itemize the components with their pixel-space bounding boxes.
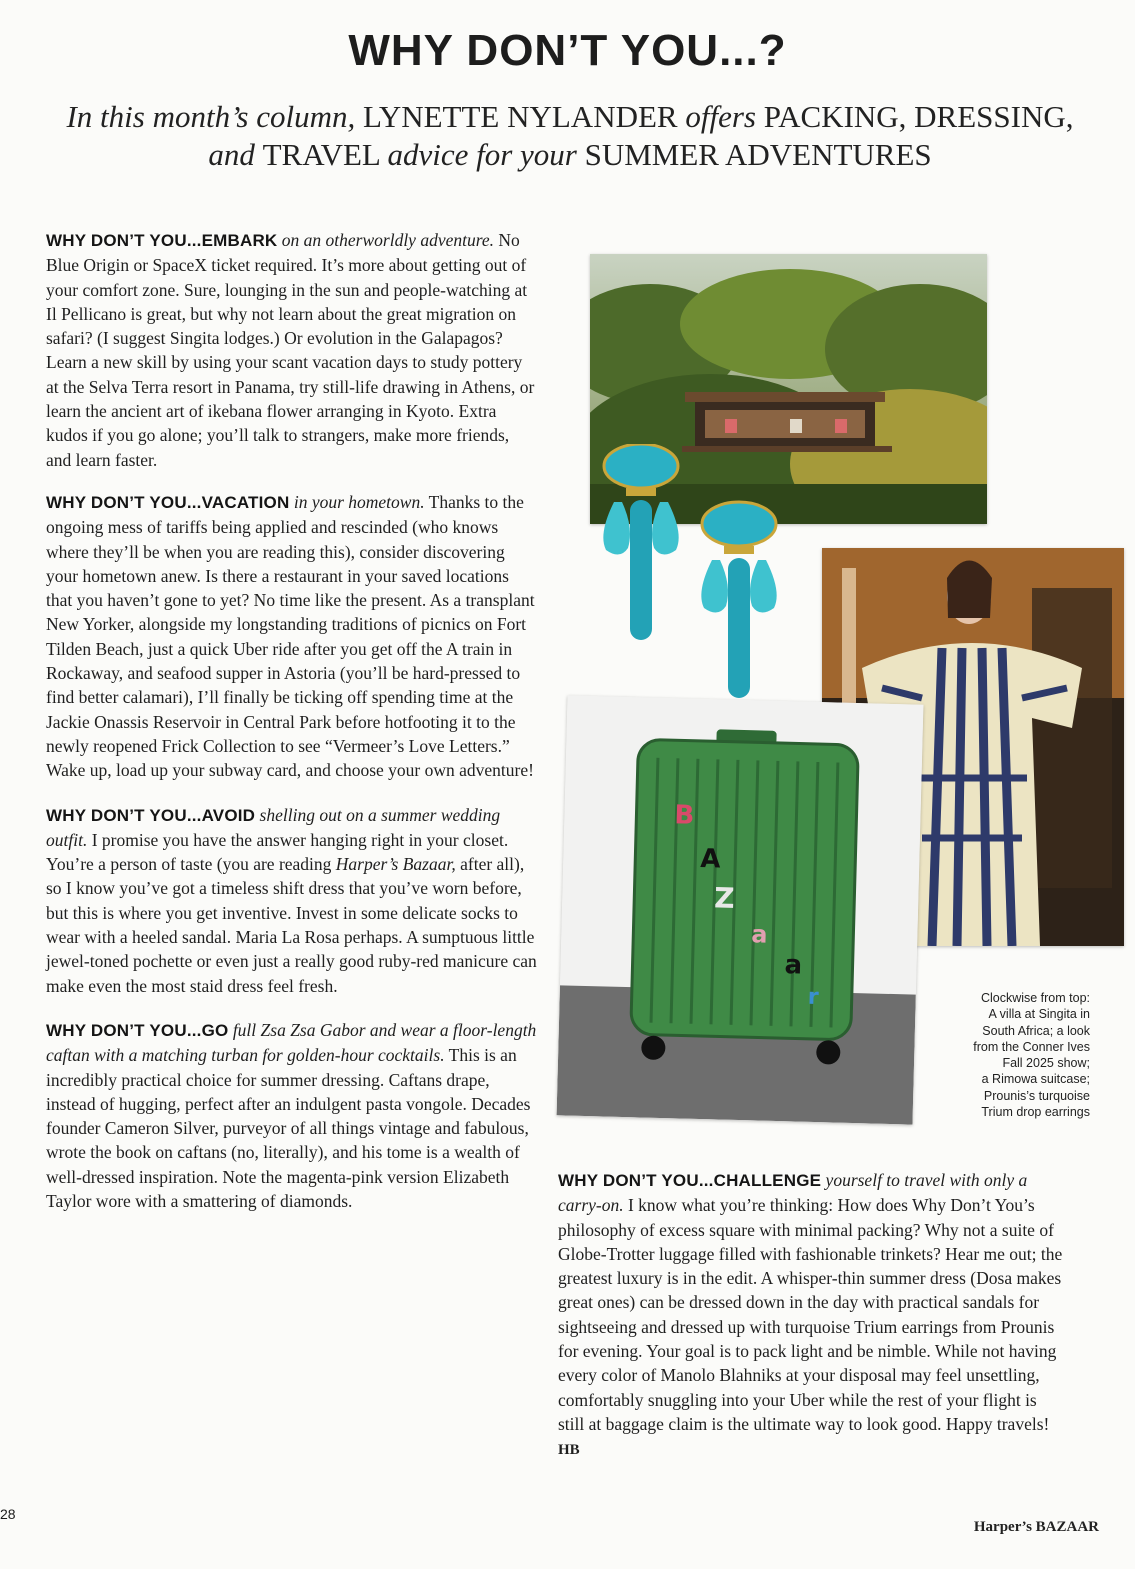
section-italic: on an otherworldly adventure. xyxy=(281,230,495,250)
signoff: HB xyxy=(558,1442,580,1459)
section-go xyxy=(46,1018,538,1213)
section-challenge xyxy=(558,1168,1063,1463)
page-title: WHY DON’T YOU...? xyxy=(348,26,787,75)
deck-run: TRAVEL xyxy=(262,137,388,172)
deck-run: SUMMER ADVENTURES xyxy=(584,137,932,172)
section-body: I know what you’re thinking: How does Why Don’t You’s philosophy of excess square with minimal packing? Why not a suite of Globe-Trotter luggage filled with fashionable trinkets? Hear me out; the greatest luxury is in the edit. A whisper-thin summer dress (Dosa makes great ones) can be dressed down in the day with practical sandals for sightseeing and dressed up with turquoise Trium earrings from Prounis for evening. Your goal is to pack light and be nimble. While not having every color of Manolo Blahniks at your disposal may feel unsettling, comfortably snuggling into your Uber while the rest of your flight is still at baggage claim is the ultimate way to look good. Happy travels! xyxy=(558,1195,1063,1434)
section-lead: WHY DON’T YOU...AVOID xyxy=(46,805,256,825)
caption-line: A villa at Singita in xyxy=(988,1007,1090,1022)
caption-line: a Rimowa suitcase; xyxy=(981,1072,1090,1087)
section-body: No Blue Origin or SpaceX ticket required. It’s more about getting out of your comfort zone. Sure, lounging in the sun and people-watching at Il Pellicano is great, but why not learn about the great migration on safari? (I suggest Singita lodges.) Or evolution in the Galapagos? Learn a new skill by using your scant vacation days to study pottery at the Selva Terra resort in Panama, try still-life drawing in Athens, or learn the ancient art of ikebana flower arranging in Kyoto. Extra kudos if you go alone; you’ll talk to strangers, make more friends, and learn faster. xyxy=(46,230,535,470)
deck-run: advice for your xyxy=(387,137,585,172)
section-italic: yourself to travel with only a carry-on. xyxy=(558,1170,1028,1216)
deck-run: offers xyxy=(685,99,764,134)
page-number: 28 xyxy=(0,1506,16,1522)
section-body: Thanks to the ongoing mess of tariffs being applied and rescinded (who knows where they’ll be when you are reading this), consider discovering your hometown anew. Is there a restaurant in your saved locations that you haven’t gone to yet? No time like the present. As a transplant New Yorker, alongside my longstanding traditions of picnics on Fort Tilden Beach, just a quick Uber ride after you get off the A train in Rockaway, and seafood supper in Astoria (you’ll be hard-pressed to find better calamari), I’ll finally be ticking off spending time at the Jackie Onassis Reservoir in Central Park before hotfooting it to the newly reopened Frick Collection to see “Vermeer’s Love Letters.” Wake up, load up your subway card, and choose your own adventure! xyxy=(46,491,535,781)
magazine-brand: Harper’s BAZAAR xyxy=(973,1519,1099,1535)
suitcase-photo xyxy=(557,695,924,1124)
caption-line: Fall 2025 show; xyxy=(1002,1056,1090,1071)
earring-left xyxy=(603,444,678,640)
section-body: This is an incredibly practical choice for summer dressing. Caftans drape, instead of hugging, perfect after an indulgent pasta vongole. Decades founder Cameron Silver, purveyor of all things vintage and fabulous, wrote the book on caftans (no, literally), and his tome is a wealth of well-dressed inspiration. Note the magenta-pink version Elizabeth Taylor wore with a smattering of diamonds. xyxy=(46,1045,531,1211)
deck-subtitle xyxy=(40,98,1100,174)
sticker-letter: a xyxy=(784,950,803,981)
photo-caption xyxy=(940,990,1090,1120)
sticker-letter: A xyxy=(699,843,721,875)
section-lead: WHY DON’T YOU...GO xyxy=(46,1020,229,1040)
section-body: I promise you have the answer hanging right in your closet. You’re a person of taste (you are reading xyxy=(46,829,509,875)
section-lead: WHY DON’T YOU...CHALLENGE xyxy=(558,1171,822,1190)
section-italic: in your hometown. xyxy=(293,491,425,512)
caption-line: from the Conner Ives xyxy=(973,1039,1090,1054)
caption-line: Prounis’s turquoise xyxy=(983,1088,1090,1103)
suitcase-illustration xyxy=(557,695,924,1124)
section-body: after all), so I know you’ve got a timeless shift dress that you’ve worn before, but this is where you get inventive. Invest in some delicate socks to wear with a heeled sandal. Maria La Rosa perhaps. A sumptuous little jewel-toned pochette or even just a really good ruby-red manicure can make even the most staid dress feel fresh. xyxy=(46,854,537,996)
left-column xyxy=(46,228,538,1235)
deck-run: and xyxy=(208,137,263,172)
section-vacation xyxy=(46,490,538,783)
section-italic: shelling out on a summer wedding outfit. xyxy=(46,804,501,850)
deck-run: LYNETTE NYLANDER xyxy=(363,99,686,134)
section-avoid xyxy=(46,803,538,998)
caption-line: South Africa; a look xyxy=(982,1023,1090,1038)
sticker-letter: a xyxy=(751,920,768,949)
section-lead: WHY DON’T YOU...VACATION xyxy=(46,492,290,512)
sticker-letter: Z xyxy=(713,881,736,915)
section-italic: full Zsa Zsa Gabor and wear a floor-length caftan with a matching turban for golden-hour cocktails. xyxy=(46,1019,537,1066)
earring-right xyxy=(701,502,776,698)
deck-run: In this month’s column, xyxy=(66,99,363,134)
sticker-letter: r xyxy=(807,984,819,1011)
sticker-letter: B xyxy=(674,800,695,831)
turquoise-earrings xyxy=(596,444,796,704)
section-embark xyxy=(46,228,538,472)
caption-line: Clockwise from top: xyxy=(980,991,1090,1005)
magazine-title: Harper’s Bazaar, xyxy=(335,854,456,875)
caption-line: Trium drop earrings xyxy=(981,1105,1090,1120)
section-lead: WHY DON’T YOU...EMBARK xyxy=(46,231,278,250)
right-column xyxy=(558,1168,1063,1485)
deck-run: PACKING, DRESSING, xyxy=(763,99,1074,134)
